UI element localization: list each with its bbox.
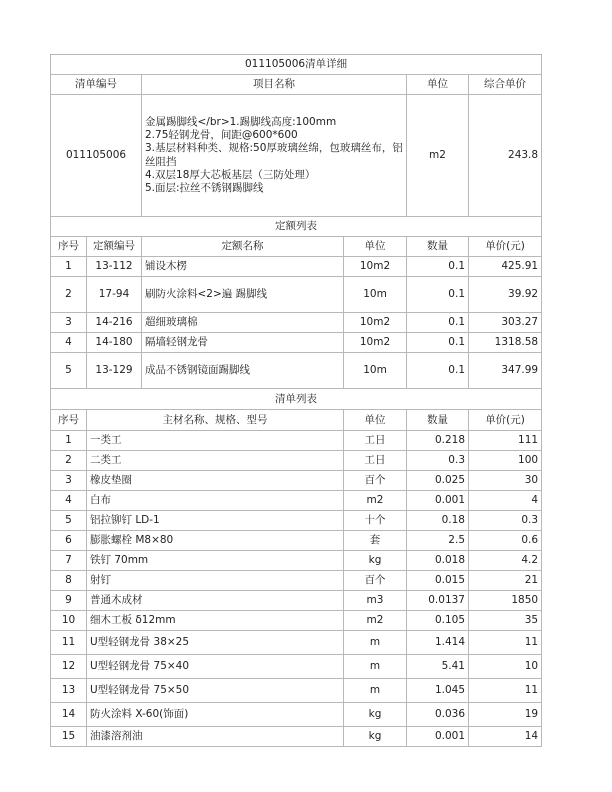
quota-unit: 10m2 bbox=[344, 257, 407, 277]
material-qty: 0.0137 bbox=[407, 591, 469, 611]
quota-seq-header: 序号 bbox=[51, 237, 87, 257]
material-name: 油漆溶剂油 bbox=[87, 727, 344, 747]
item-code: 011105006 bbox=[51, 95, 142, 217]
material-seq: 13 bbox=[51, 679, 87, 703]
quota-section-title: 定额列表 bbox=[51, 217, 542, 237]
quota-code: 14-216 bbox=[87, 313, 142, 333]
quota-unit-price: 39.92 bbox=[469, 277, 542, 313]
material-unit-price: 11 bbox=[469, 679, 542, 703]
material-unit-price: 21 bbox=[469, 571, 542, 591]
material-row bbox=[51, 655, 542, 679]
material-unit-price: 30 bbox=[469, 471, 542, 491]
material-name: 普通木成材 bbox=[87, 591, 344, 611]
material-seq: 9 bbox=[51, 591, 87, 611]
material-unit: 工日 bbox=[344, 451, 407, 471]
material-row bbox=[51, 591, 542, 611]
quota-unit-header: 单位 bbox=[344, 237, 407, 257]
item-desc-line: 2.75轻钢龙骨，间距@600*600 bbox=[145, 128, 298, 141]
material-unit: m2 bbox=[344, 611, 407, 631]
material-name: 铝拉铆钉 LD-1 bbox=[87, 511, 344, 531]
material-name: U型轻钢龙骨 75×40 bbox=[87, 655, 344, 679]
material-row bbox=[51, 451, 542, 471]
quota-section-row bbox=[51, 217, 542, 237]
quota-seq: 1 bbox=[51, 257, 87, 277]
material-name: U型轻钢龙骨 38×25 bbox=[87, 631, 344, 655]
material-unit: 百个 bbox=[344, 571, 407, 591]
quota-qty: 0.1 bbox=[407, 313, 469, 333]
quota-name: 刷防火涂料<2>遍 踢脚线 bbox=[142, 277, 344, 313]
material-unit-price: 111 bbox=[469, 431, 542, 451]
materials-section-title: 清单列表 bbox=[51, 389, 542, 410]
quota-row bbox=[51, 277, 542, 313]
quota-header-row bbox=[51, 237, 542, 257]
materials-name-header: 主材名称、规格、型号 bbox=[87, 410, 344, 431]
item-description bbox=[142, 95, 407, 217]
quota-qty-header: 数量 bbox=[407, 237, 469, 257]
material-seq: 14 bbox=[51, 703, 87, 727]
material-unit: kg bbox=[344, 703, 407, 727]
material-unit-price: 0.3 bbox=[469, 511, 542, 531]
material-seq: 7 bbox=[51, 551, 87, 571]
material-name: U型轻钢龙骨 75×50 bbox=[87, 679, 344, 703]
materials-seq-header: 序号 bbox=[51, 410, 87, 431]
quota-unit: 10m2 bbox=[344, 313, 407, 333]
material-seq: 3 bbox=[51, 471, 87, 491]
quota-row bbox=[51, 333, 542, 353]
material-qty: 1.045 bbox=[407, 679, 469, 703]
material-name: 细木工板 δ12mm bbox=[87, 611, 344, 631]
material-unit: kg bbox=[344, 727, 407, 747]
item-desc-line: 金属踢脚线</br>1.踢脚线高度:100mm bbox=[145, 115, 337, 128]
material-qty: 0.036 bbox=[407, 703, 469, 727]
material-qty: 0.3 bbox=[407, 451, 469, 471]
material-row bbox=[51, 703, 542, 727]
quota-unit: 10m bbox=[344, 277, 407, 313]
quota-name: 超细玻璃棉 bbox=[142, 313, 344, 333]
material-qty: 0.001 bbox=[407, 491, 469, 511]
quota-seq: 2 bbox=[51, 277, 87, 313]
quota-unit: 10m bbox=[344, 353, 407, 389]
material-unit: 百个 bbox=[344, 471, 407, 491]
material-qty: 5.41 bbox=[407, 655, 469, 679]
material-unit: 十个 bbox=[344, 511, 407, 531]
materials-header-row bbox=[51, 410, 542, 431]
material-unit: m bbox=[344, 631, 407, 655]
item-desc-line: 3.基层材料种类、规格:50厚玻璃丝绵，包玻璃丝布，铝丝阻挡 bbox=[145, 142, 403, 168]
material-unit: 套 bbox=[344, 531, 407, 551]
page-title: 011105006清单详细 bbox=[51, 55, 542, 75]
material-seq: 4 bbox=[51, 491, 87, 511]
material-qty: 0.001 bbox=[407, 727, 469, 747]
materials-rows bbox=[51, 431, 542, 747]
bill-detail-table bbox=[50, 54, 542, 747]
quota-code: 17-94 bbox=[87, 277, 142, 313]
item-desc-line: 4.双层18厚大芯板基层（三防处理） bbox=[145, 168, 316, 181]
material-qty: 0.218 bbox=[407, 431, 469, 451]
material-unit-price: 14 bbox=[469, 727, 542, 747]
material-name: 铁钉 70mm bbox=[87, 551, 344, 571]
material-qty: 0.105 bbox=[407, 611, 469, 631]
materials-section-row bbox=[51, 389, 542, 410]
material-seq: 11 bbox=[51, 631, 87, 655]
quota-qty: 0.1 bbox=[407, 277, 469, 313]
quota-name-header: 定额名称 bbox=[142, 237, 344, 257]
material-unit-price: 4.2 bbox=[469, 551, 542, 571]
item-row bbox=[51, 95, 542, 217]
material-unit: m bbox=[344, 679, 407, 703]
material-unit: 工日 bbox=[344, 431, 407, 451]
material-qty: 1.414 bbox=[407, 631, 469, 655]
material-name: 一类工 bbox=[87, 431, 344, 451]
quota-name: 铺设木楞 bbox=[142, 257, 344, 277]
material-unit-price: 19 bbox=[469, 703, 542, 727]
quota-unit-price: 1318.58 bbox=[469, 333, 542, 353]
material-seq: 5 bbox=[51, 511, 87, 531]
material-unit: m3 bbox=[344, 591, 407, 611]
material-row bbox=[51, 511, 542, 531]
material-qty: 0.18 bbox=[407, 511, 469, 531]
material-row bbox=[51, 631, 542, 655]
material-unit: m2 bbox=[344, 491, 407, 511]
material-unit-price: 11 bbox=[469, 631, 542, 655]
material-qty: 0.025 bbox=[407, 471, 469, 491]
material-unit-price: 4 bbox=[469, 491, 542, 511]
materials-unit-header: 单位 bbox=[344, 410, 407, 431]
material-unit: m bbox=[344, 655, 407, 679]
material-seq: 2 bbox=[51, 451, 87, 471]
material-row bbox=[51, 491, 542, 511]
item-unit: m2 bbox=[407, 95, 469, 217]
quota-unit-price: 303.27 bbox=[469, 313, 542, 333]
quota-seq: 4 bbox=[51, 333, 87, 353]
material-seq: 8 bbox=[51, 571, 87, 591]
quota-row bbox=[51, 257, 542, 277]
title-row bbox=[51, 55, 542, 75]
quota-qty: 0.1 bbox=[407, 333, 469, 353]
material-unit-price: 1850 bbox=[469, 591, 542, 611]
quota-code: 14-180 bbox=[87, 333, 142, 353]
item-price-header: 综合单价 bbox=[469, 75, 542, 95]
quota-code: 13-129 bbox=[87, 353, 142, 389]
materials-unit-price-header: 单价(元) bbox=[469, 410, 542, 431]
quota-rows bbox=[51, 257, 542, 389]
item-price: 243.8 bbox=[469, 95, 542, 217]
quota-qty: 0.1 bbox=[407, 353, 469, 389]
material-unit-price: 100 bbox=[469, 451, 542, 471]
material-seq: 10 bbox=[51, 611, 87, 631]
material-name: 橡皮垫圈 bbox=[87, 471, 344, 491]
material-row bbox=[51, 471, 542, 491]
item-name-header: 项目名称 bbox=[142, 75, 407, 95]
material-unit-price: 0.6 bbox=[469, 531, 542, 551]
material-qty: 2.5 bbox=[407, 531, 469, 551]
quota-seq: 5 bbox=[51, 353, 87, 389]
quota-unit-price: 347.99 bbox=[469, 353, 542, 389]
item-unit-header: 单位 bbox=[407, 75, 469, 95]
material-seq: 15 bbox=[51, 727, 87, 747]
material-name: 膨胀螺栓 M8×80 bbox=[87, 531, 344, 551]
material-seq: 1 bbox=[51, 431, 87, 451]
material-unit-price: 35 bbox=[469, 611, 542, 631]
quota-qty: 0.1 bbox=[407, 257, 469, 277]
material-name: 防火涂料 X-60(饰面) bbox=[87, 703, 344, 727]
material-row bbox=[51, 611, 542, 631]
material-row bbox=[51, 571, 542, 591]
quota-row bbox=[51, 313, 542, 333]
item-desc-line: 5.面层:拉丝不锈钢踢脚线 bbox=[145, 182, 264, 195]
quota-unit: 10m2 bbox=[344, 333, 407, 353]
quota-name: 隔墙轻钢龙骨 bbox=[142, 333, 344, 353]
quota-unit-price: 425.91 bbox=[469, 257, 542, 277]
materials-qty-header: 数量 bbox=[407, 410, 469, 431]
material-seq: 12 bbox=[51, 655, 87, 679]
quota-name: 成品不锈钢镜面踢脚线 bbox=[142, 353, 344, 389]
material-unit-price: 10 bbox=[469, 655, 542, 679]
quota-code: 13-112 bbox=[87, 257, 142, 277]
material-name: 二类工 bbox=[87, 451, 344, 471]
item-header-row bbox=[51, 75, 542, 95]
material-name: 射钉 bbox=[87, 571, 344, 591]
material-seq: 6 bbox=[51, 531, 87, 551]
material-name: 白布 bbox=[87, 491, 344, 511]
material-row bbox=[51, 431, 542, 451]
material-qty: 0.018 bbox=[407, 551, 469, 571]
item-code-header: 清单编号 bbox=[51, 75, 142, 95]
quota-seq: 3 bbox=[51, 313, 87, 333]
quota-unit-price-header: 单价(元) bbox=[469, 237, 542, 257]
material-row bbox=[51, 551, 542, 571]
material-row bbox=[51, 727, 542, 747]
material-qty: 0.015 bbox=[407, 571, 469, 591]
material-unit: kg bbox=[344, 551, 407, 571]
quota-row bbox=[51, 353, 542, 389]
material-row bbox=[51, 679, 542, 703]
material-row bbox=[51, 531, 542, 551]
quota-code-header: 定额编号 bbox=[87, 237, 142, 257]
